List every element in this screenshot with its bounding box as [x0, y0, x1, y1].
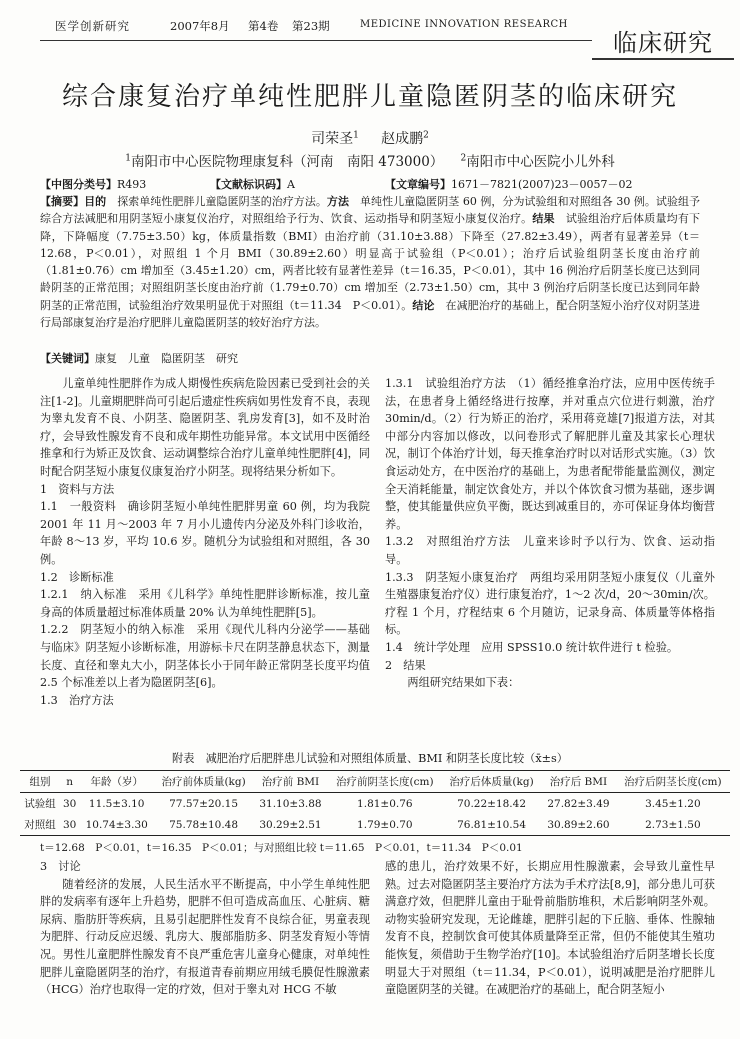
subsection-heading: 1.2 诊断标准: [40, 570, 114, 584]
results-table: [20, 770, 730, 836]
author-name: 司荣圣: [311, 131, 354, 147]
section-heading: 3 讨论: [40, 860, 81, 873]
column-label: 临床研究: [592, 28, 734, 60]
issue-number: 第23期: [292, 19, 330, 33]
affiliation: 南阳市中心医院物理康复科（河南 南阳 473000）: [131, 154, 444, 170]
author-sup: 2: [423, 130, 429, 141]
author-sup: 1: [353, 130, 359, 141]
table-stats-note: t＝12.68 P＜0.01，t＝16.35 P＜0.01；与对照组比较 t＝11.65 P＜0.01，t＝11.34 P＜0.01: [40, 842, 523, 854]
col-header: 治疗前阴茎长度(cm): [328, 771, 442, 793]
keywords: 【关键词】康复 儿童 隐匿阴茎 研究: [40, 352, 238, 365]
table-caption: 附表 减肥治疗后肥胖患儿试验和对照组体质量、BMI 和阴茎长度比较（x̄±s）: [172, 752, 568, 765]
paragraph: 1.2.1 纳入标准 采用《儿科学》单纯性肥胖诊断标准，按儿童身高的体质量超过标准体质量 20% 认为单纯性肥胖[5]。: [40, 588, 370, 619]
subsection-heading: 1.3 治疗方法: [40, 693, 114, 707]
discussion-left: [40, 858, 370, 999]
table-header-row: [20, 771, 730, 793]
right-column: [385, 375, 715, 692]
col-header: 组别: [20, 771, 60, 793]
article-title: 综合康复治疗单纯性肥胖儿童隐匿阴茎的临床研究: [61, 82, 678, 112]
section-heading: 2 结果: [385, 658, 426, 672]
running-header: [0, 0, 740, 60]
table-row: 对照组 30 10.74±3.30 75.78±10.48 30.29±2.51 1.79±0.70 76.81±10.54 30.89±2.60 2.73±1.50: [20, 814, 730, 836]
col-header: 年龄（岁）: [79, 771, 154, 793]
author-name: 赵成鹏: [381, 131, 424, 147]
paragraph: 1.3.1 试验组治疗方法 （1）循经推拿治疗法，应用中医传统手法，在患者身上循经络进行按摩，并对重点穴位进行刺激，治疗 30min/d。（2）行为矫正的治疗，采用蒋竞雄[7]报道方法，对其中部分内容加以修改，以问卷形式了解肥胖儿童及其家长心理状况，制订个体治疗计划，每天推拿治疗时以对话形式实施。（3）饮食运动处方，在中医治疗的基础上，为患者配带能量监测仪，测定全天消耗能量，制定饮食处方，并以个体饮食习惯为基础，逐步调整，使其能量供应负平衡，既达到减重目的，亦可保证身体均衡营养。: [385, 377, 715, 531]
paragraph: 1.3.3 阴茎短小康复治疗 两组均采用阴茎短小康复仪（儿童外生殖器康复治疗仪）进行康复治疗，1～2 次/d，20～30min/次。疗程 1 个月，疗程结束 6 个月随访，记录身高、体质量等体格指标。: [385, 570, 715, 637]
clc-number: 【中图分类号】R493: [40, 178, 147, 191]
table-row: 试验组 30 11.5±3.10 77.57±20.15 31.10±3.88 1.81±0.76 70.22±18.42 27.82±3.49 3.45±1.20: [24, 797, 701, 810]
paragraph: 两组研究结果如下表：: [407, 676, 520, 690]
authors: [0, 128, 740, 148]
doc-code: 【文献标识码】A: [210, 178, 295, 191]
paragraph: 1.1 一般资料 确诊阴茎短小单纯性肥胖男童 60 例，均为我院 2001 年 11 月～2003 年 7 月小儿遗传内分泌及外科门诊收治，年龄 8～13 岁，平均 10.6 岁。随机分为试验组和对照组，各 30 例。: [40, 500, 370, 566]
journal-name: 医学创新研究: [55, 19, 130, 33]
col-header: n: [60, 771, 80, 793]
affil-sup: 2: [460, 153, 467, 164]
paragraph: 随着经济的发展，人民生活水平不断提高，中小学生单纯性肥胖的发病率有逐年上升趋势，肥胖不但可造成高血压、心脏病、糖尿病、脂肪肝等疾病，且易引起肥胖性发育不良综合征，男童表现为肥胖、行动反应迟缓、乳房大、腹部脂肪多、阴茎发育短小等情况。男性儿童肥胖性腺发育不良严重危害儿童身心健康，对单纯性肥胖儿童隐匿阴茎的治疗，有报道青春前期应用绒毛膜促性腺激素（HCG）治疗也取得一定的疗效，但对于睾丸对 HCG 不敏: [40, 877, 370, 997]
intro-paragraph: 儿童单纯性肥胖作为成人期慢性疾病危险因素已受到社会的关注[1-2]。儿童期肥胖尚可引起后遗症性疾病如男性发育不良，表现为睾丸发育不良、小阴茎、隐匿阴茎、乳房发育[3]，如不及时治疗，会导致性腺发育不良和成年期性功能异常。本文试用中医循经推拿和行为矫正及饮食、运动调整综合治疗儿童单纯性肥胖[4]，同时配合阴茎短小康复仪康复治疗小阴茎。现将结果分析如下。: [40, 377, 370, 478]
affil-sup: 1: [125, 153, 131, 164]
affiliations: [0, 150, 740, 170]
section-heading: 1 资料与方法: [40, 482, 115, 496]
header-rule: [40, 40, 592, 41]
volume: 第4卷: [248, 19, 279, 33]
article-number: 【文章编号】1671－7821(2007)23－0057－02: [385, 178, 633, 191]
col-header: 治疗后 BMI: [541, 771, 616, 793]
col-header: 治疗前 BMI: [253, 771, 328, 793]
paragraph: 感的患儿，治疗效果不好，长期应用性腺激素，会导致儿童性早熟。过去对隐匿阴茎主要治疗方法为手术疗法[8,9]，部分患儿可获满意疗效，但肥胖儿童由于耻骨前脂肪堆积，术后影响阴茎外观。动物实验研究发现，无论雌雄，肥胖引起的下丘脑、垂体、性腺轴发育不良，控制饮食可使其体质量降至正常，但仍不能使其生殖功能恢复，须借助于生物学治疗[10]。本试验组治疗后阴茎增长长度明显大于对照组（t＝11.34，P＜0.01），说明减肥是治疗肥胖儿童隐匿阴茎的关键。在减肥治疗的基础上，配合阴茎短小: [385, 860, 715, 997]
paragraph: 1.2.2 阴茎短小的纳入标准 采用《现代儿科内分泌学——基础与临床》阴茎短小诊断标准，用游标卡尺在阴茎静息状态下，测量长度、直径和睾丸大小，阴茎体长小于同年龄正常阴茎长度平均值 2.5 个标准差以上者为隐匿阴茎[6]。: [40, 623, 370, 690]
discussion-right: [385, 858, 715, 999]
issue-date: 2007年8月: [170, 19, 230, 33]
col-header: 治疗后体质量(kg): [442, 771, 541, 793]
paragraph: 1.3.2 对照组治疗方法 儿童来诊时予以行为、饮食、运动指导。: [385, 535, 715, 566]
journal-name-en: MEDICINE INNOVATION RESEARCH: [360, 19, 568, 30]
abstract: 【摘要】目的 探索单纯性肥胖儿童隐匿阴茎的治疗方法。方法 单纯性儿童隐匿阴茎 60 例，分为试验组和对照组各 30 例。试验组予综合方法减肥和用阴茎短小康复仪治疗，对照组给予行为、饮食、运动指导和阴茎短小康复仪治疗。结果 试验组治疗后体质量均有下降，下降幅度（7.75±3.50）kg，体质量指数（BMI）由治疗前（31.10±3.88）下降至（27.82±3.49），两者有显著差异（t＝12.68，P＜0.01），对照组 1 个月 BMI（30.89±2.60）明显高于试验组（P＜0.01）；治疗后试验组阴茎长度由治疗前（1.81±0.76）cm 增加至（3.45±1.20）cm，两者比较有显著性差异（t＝16.35，P＜0.01），其中 16 例治疗后阴茎长度已达到同龄阴茎的正常范围；对照组阴茎长度由治疗前（1.79±0.70）cm 增加至（2.73±1.50）cm，其中 3 例治疗后阴茎长度已达到同年龄阴茎的正常范围，试验组治疗效果明显优于对照组（t＝11.34 P＜0.01）。结论 在减肥治疗的基础上，配合阴茎短小治疗仪对阴茎进行局部康复治疗是治疗肥胖儿童隐匿阴茎的较好治疗方法。: [40, 195, 701, 330]
left-column: [40, 375, 370, 709]
affiliation: 南阳市中心医院小儿外科: [466, 154, 615, 170]
col-header: 治疗后阴茎长度(cm): [616, 771, 730, 793]
col-header: 治疗前体质量(kg): [154, 771, 253, 793]
paragraph: 1.4 统计学处理 应用 SPSS10.0 统计软件进行 t 检验。: [385, 640, 679, 654]
